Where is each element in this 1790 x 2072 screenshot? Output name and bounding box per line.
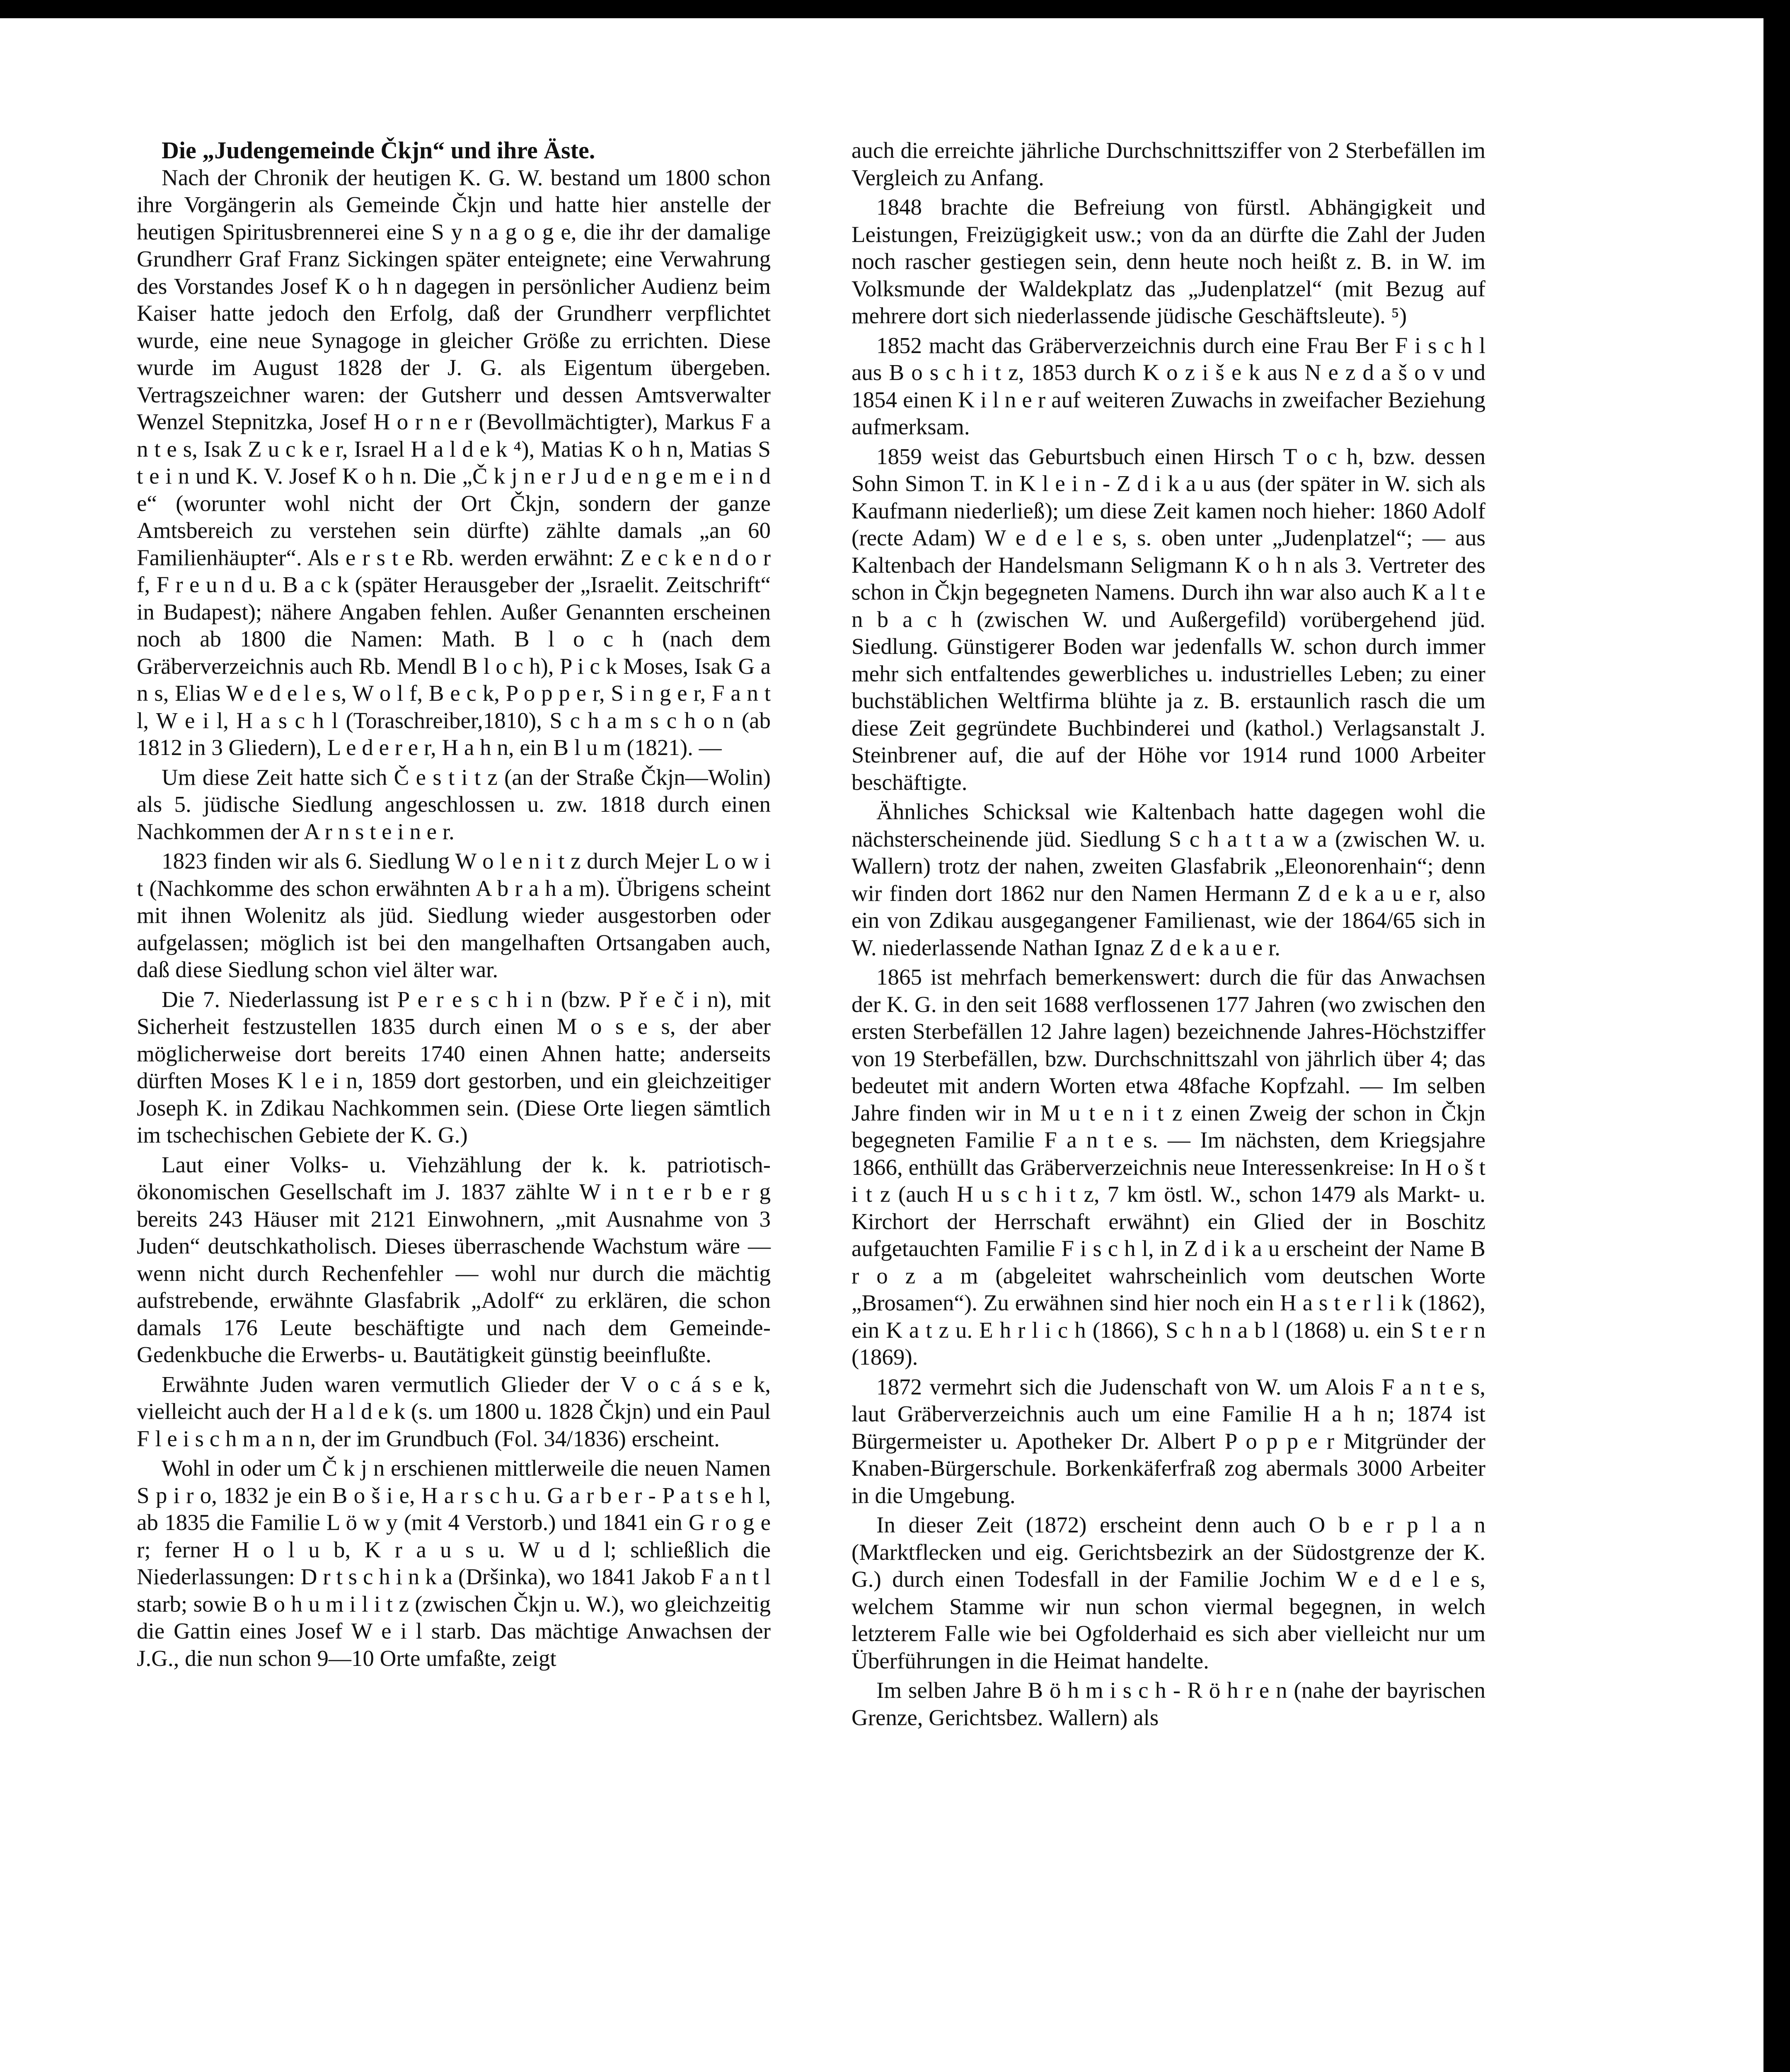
- right-column: [851, 137, 1485, 1731]
- paragraph-continuation: auch die erreichte jährliche Durchschnittsziffer von 2 Sterbefällen im Vergleich zu Anfang.: [851, 138, 1485, 190]
- section-heading: Die „Judengemeinde Čkjn“ und ihre Äste.: [162, 137, 595, 164]
- paragraph: Laut einer Volks- u. Viehzählung der k. k. patriotisch-ökonomischen Gesellschaft im J. 1837 zählte W i n t e r b e r g bereits 243 Häuser mit 2121 Einwohnern, „mit Ausnahme von 3 Juden“ deutschkatholisch. Dieses überraschende Wachstum wäre — wenn nicht durch Rechenfehler — wohl nur durch die mächtig aufstrebende, erwähnte Glasfabrik „Adolf“ zu erklären, die schon damals 176 Leute beschäftigte und nach dem Gemeinde-Gedenkbuche die Erwerbs- u. Bautätigkeit günstig beeinflußte.: [137, 1152, 771, 1367]
- paragraph: Wohl in oder um Č k j n erschienen mittlerweile die neuen Namen S p i r o, 1832 je ein B o š i e, H a r s c h u. G a r b e r - P a t s e h l, ab 1835 die Familie L ö w y (mit 4 Verstorb.) und 1841 ein G r o g e r; ferner H o l u b, K r a u s u. W u d l; schließlich die Niederlassungen: D r t s c h i n k a (Dršinka), wo 1841 Jakob F a n t l starb; sowie B o h u m i l i t z (zwischen Čkjn u. W.), wo gleichzeitig die Gattin eines Josef W e i l starb. Das mächtige Anwachsen der J.G., die nun schon 9—10 Orte umfaßte, zeigt: [137, 1455, 771, 1671]
- paragraph: Die 7. Niederlassung ist P e r e s c h i n (bzw. P ř e č i n), mit Sicherheit festzustellen 1835 durch einen M o s e s, der aber möglicherweise dort bereits 1740 einen Ahnen hatte; anderseits dürften Moses K l e i n, 1859 dort gestorben, und ein gleichzeitiger Joseph K. in Zdikau Nachkommen sein. (Diese Orte liegen sämtlich im tschechischen Gebiete der K. G.): [137, 986, 771, 1147]
- paragraph: Nach der Chronik der heutigen K. G. W. bestand um 1800 schon ihre Vorgängerin als Gemeinde Čkjn und hatte hier anstelle der heutigen Spiritusbrennerei eine S y n a g o g e, die ihr der damalige Grundherr Graf Franz Sickingen später enteignete; eine Verwahrung des Vorstandes Josef K o h n dagegen in persönlicher Audienz beim Kaiser hatte jedoch den Erfolg, daß der Grundherr verpflichtet wurde, eine neue Synagoge in gleicher Größe zu errichten. Diese wurde im August 1828 der J. G. als Eigentum übergeben. Vertragszeichner waren: der Gutsherr und dessen Amtsverwalter Wenzel Stepnitzka, Josef H o r n e r (Bevollmächtigter), Markus F a n t e s, Isak Z u c k e r, Israel H a l d e k ⁴), Matias K o h n, Matias S t e i n und K. V. Josef K o h n. Die „Č k j n e r J u d e n g e m e i n d e“ (worunter wohl nicht der Ort Čkjn, sondern der ganze Amtsbereich zu verstehen sein dürfte) zählte damals „an 60 Familienhäupter“. Als e r s t e Rb. werden erwähnt: Z e c k e n d o r f, F r e u n d u. B a c k (später Herausgeber der „Israelit. Zeitschrift“ in Budapest); nähere Angaben fehlen. Außer Genannten erscheinen noch ab 1800 die Namen: Math. B l o c h (nach dem Gräberverzeichnis auch Rb. Mendl B l o c h), P i c k Moses, Isak G a n s, Elias W e d e l e s, W o l f, B e c k, P o p p e r, S i n g e r, F a n t l, W e i l, H a s c h l (Toraschreiber,1810), S c h a m s c h o n (ab 1812 in 3 Gliedern), L e d e r e r, H a h n, ein B l u m (1821). —: [137, 165, 771, 760]
- paragraph: Erwähnte Juden waren vermutlich Glieder der V o c á s e k, vielleicht auch der H a l d e k (s. um 1800 u. 1828 Čkjn) und ein Paul F l e i s c h m a n n, der im Grundbuch (Fol. 34/1836) erscheint.: [137, 1371, 771, 1451]
- paragraph: 1865 ist mehrfach bemerkenswert: durch die für das Anwachsen der K. G. in den seit 1688 verflossenen 177 Jahren (wo zwischen den ersten Sterbefällen 12 Jahre lagen) bezeichnende Jahres-Höchstziffer von 19 Sterbefällen, bzw. Durchschnittszahl von jährlich über 4; das bedeutet mit andern Worten etwa 48fache Kopfzahl. — Im selben Jahre finden wir in M u t e n i t z einen Zweig der schon in Čkjn begegneten Familie F a n t e s. — Im nächsten, dem Kriegsjahre 1866, enthüllt das Gräberverzeichnis neue Interessenkreise: In H o š t i t z (auch H u s c h i t z, 7 km östl. W., schon 1479 als Markt- u. Kirchort der Herrschaft erwähnt) ein Glied der in Boschitz aufgetauchten Familie F i s c h l, in Z d i k a u erscheint der Name B r o z a m (abgeleitet wahrscheinlich vom deutschen Worte „Brosamen“). Zu erwähnen sind hier noch ein H a s t e r l i k (1862), ein K a t z u. E h r l i c h (1866), S c h n a b l (1868) u. ein S t e r n (1869).: [851, 964, 1485, 1370]
- left-column: [137, 137, 771, 1672]
- paragraph: Ähnliches Schicksal wie Kaltenbach hatte dagegen wohl die nächsterscheinende jüd. Siedlung S c h a t t a w a (zwischen W. u. Wallern) trotz der nahen, zweiten Glasfabrik „Eleonorenhain“; denn wir finden dort 1862 nur den Namen Hermann Z d e k a u e r, also ein von Zdikau ausgegangener Familienast, wie der 1864/65 sich in W. niederlassende Nathan Ignaz Z d e k a u e r.: [851, 799, 1485, 960]
- paragraph: 1823 finden wir als 6. Siedlung W o l e n i t z durch Mejer L o w i t (Nachkomme des schon erwähnten A b r a h a m). Übrigens scheint mit ihnen Wolenitz als jüd. Siedlung wieder ausgestorben oder aufgelassen; möglich ist bei den mangelhaften Ortsangaben auch, daß diese Siedlung schon viel älter war.: [137, 848, 771, 982]
- paragraph: In dieser Zeit (1872) erscheint denn auch O b e r p l a n (Marktflecken und eig. Gerichtsbezirk an der Südostgrenze der K. G.) durch einen Todesfall in der Familie Jochim W e d e l e s, welchem Stamme wir nun schon viermal begegnen, in welch letzterem Falle wie bei Ogfolderhaid es sich aber vielleicht nur um Überführungen in die Heimat handelte.: [851, 1512, 1485, 1673]
- paragraph: 1848 brachte die Befreiung von fürstl. Abhängigkeit und Leistungen, Freizügigkeit usw.; von da an dürfte die Zahl der Juden noch rascher gestiegen sein, denn heute noch heißt z. B. in W. im Volksmunde der Waldekplatz das „Judenplatzel“ (mit Bezug auf mehrere dort sich niederlassende jüdische Geschäftsleute). ⁵): [851, 194, 1485, 328]
- paragraph: 1872 vermehrt sich die Judenschaft von W. um Alois F a n t e s, laut Gräberverzeichnis auch um eine Familie H a h n; 1874 ist Bürgermeister u. Apotheker Dr. Albert P o p p e r Mitgründer der Knaben-Bürgerschule. Borkenkäferfraß zog abermals 3000 Arbeiter in die Umgebung.: [851, 1374, 1485, 1508]
- paragraph: 1852 macht das Gräberverzeichnis durch eine Frau Ber F i s c h l aus B o s c h i t z, 1853 durch K o z i š e k aus N e z d a š o v und 1854 einen K i l n e r auf weiteren Zuwachs in zweifacher Beziehung aufmerksam.: [851, 332, 1485, 439]
- paragraph: Im selben Jahre B ö h m i s c h - R ö h r e n (nahe der bayrischen Grenze, Gerichtsbez. Wallern) als: [851, 1677, 1485, 1730]
- paragraph: Um diese Zeit hatte sich Č e s t i t z (an der Straße Čkjn—Wolin) als 5. jüdische Siedlung angeschlossen u. zw. 1818 durch einen Nachkommen der A r n s t e i n e r.: [137, 764, 771, 844]
- paragraph: 1859 weist das Geburtsbuch einen Hirsch T o c h, bzw. dessen Sohn Simon T. in K l e i n - Z d i k a u aus (der später in W. sich als Kaufmann niederließ); um diese Zeit kamen noch hieher: 1860 Adolf (recte Adam) W e d e l e s, s. oben unter „Judenplatzel“; — aus Kaltenbach der Handelsmann Seligmann K o h n als 3. Vertreter des schon in Čkjn begegneten Namens. Durch ihn war also auch K a l t e n b a c h (zwischen W. und Außergefild) vorübergehend jüd. Siedlung. Günstigerer Boden war jedenfalls W. schon durch immer mehr sich entfaltendes gewerbliches u. industrielles Leben; zu einer buchstäblichen Weltfirma blühte ja z. B. erstaunlich rasch die um diese Zeit gegründete Buchbinderei und (kathol.) Verlagsanstalt J. Steinbrener auf, die auf der Höhe vor 1914 rund 1000 Arbeiter beschäftigte.: [851, 443, 1485, 795]
